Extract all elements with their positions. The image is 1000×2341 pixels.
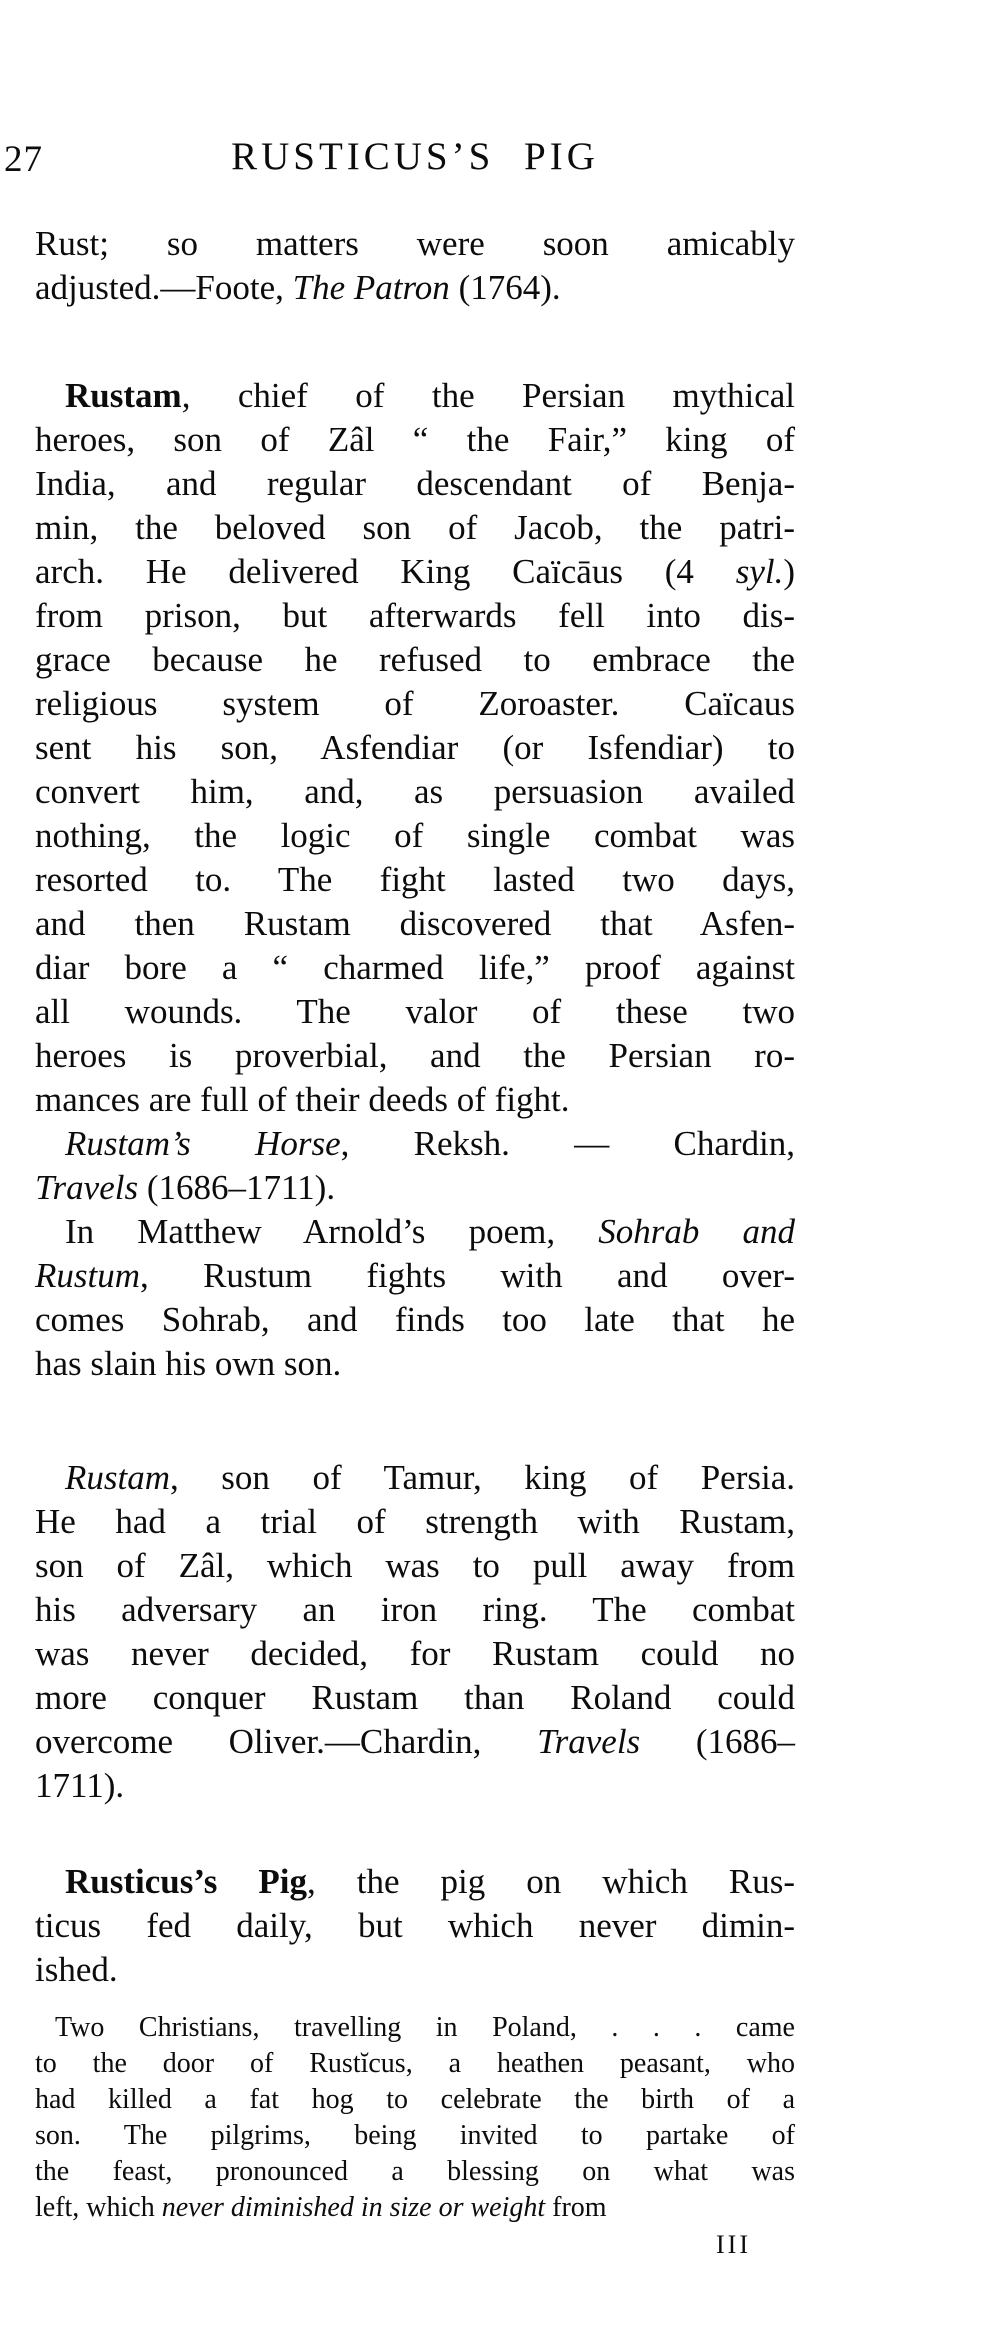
text-line [35, 814, 795, 858]
text-line [35, 1544, 795, 1588]
text-run: overcome Oliver.—Chardin, [35, 1722, 538, 1761]
text-run: (1686–1711). [138, 1168, 336, 1207]
text-line [35, 1342, 795, 1386]
text-run: heroes, son of Zâl “ the Fair,” king of [35, 420, 795, 459]
text-line [35, 1948, 795, 1992]
text-run: nothing, the logic of single combat was [35, 816, 795, 855]
text-run: the feast, pronounced a blessing on what was [35, 2156, 795, 2187]
text-run: comes Sohrab, and finds too late that he [35, 1300, 795, 1339]
text-run: mances are full of their deeds of fight. [35, 1080, 570, 1119]
page-number: 27 [4, 139, 43, 180]
text-line [35, 1632, 795, 1676]
text-line [35, 1166, 795, 1210]
text-run: He had a trial of strength with Rustam, [35, 1502, 795, 1541]
text-run: , son of Tamur, king of Persia. [170, 1458, 795, 1497]
text-run: Sohrab and [598, 1212, 795, 1251]
text-run: from prison, but afterwards fell into dis- [35, 596, 795, 635]
text-run: Rustum [35, 1256, 140, 1295]
text-line [35, 946, 795, 990]
text-line [35, 990, 795, 1034]
text-line [35, 1500, 795, 1544]
running-title: RUSTICUS’S PIG [231, 135, 599, 178]
text-line [35, 1720, 795, 1764]
text-line [35, 1588, 795, 1632]
text-line [35, 1122, 795, 1166]
text-run: his adversary an iron ring. The combat [35, 1590, 795, 1629]
text-run: diar bore a “ charmed life,” proof against [35, 948, 795, 987]
text-run: convert him, and, as persuasion availed [35, 772, 795, 811]
text-line [35, 1034, 795, 1078]
text-run: adjusted.—Foote, [35, 268, 293, 307]
text-run: had killed a fat hog to celebrate the birth of a [35, 2084, 795, 2115]
text-line [35, 2118, 795, 2154]
foote-continuation [35, 222, 795, 310]
text-run: Two Christians, travelling in Poland, . . . came [55, 2012, 795, 2043]
text-run: India, and regular descendant of Benja- [35, 464, 795, 503]
text-run: left, which [35, 2192, 162, 2223]
text-line [35, 726, 795, 770]
rustams-horse-citation [35, 1122, 795, 1210]
rustam-tamur-entry [35, 1456, 795, 1808]
pig-legend-note [35, 2010, 795, 2226]
text-line [35, 1298, 795, 1342]
text-line [35, 1456, 795, 1500]
text-run: Rustam [65, 1458, 170, 1497]
signature-mark: III [716, 2230, 751, 2259]
text-run: grace because he refused to embrace the [35, 640, 795, 679]
text-run: Rusticus’s Pig [65, 1862, 307, 1901]
text-run: resorted to. The fight lasted two days, [35, 860, 795, 899]
text-line [35, 462, 795, 506]
text-line [35, 594, 795, 638]
text-run: Rust; so matters were soon amicably [35, 224, 795, 263]
text-line [35, 1764, 795, 1808]
text-line [35, 1078, 795, 1122]
matthew-arnold-note [35, 1210, 795, 1386]
text-run: was never decided, for Rustam could no [35, 1634, 795, 1673]
text-line [35, 506, 795, 550]
text-run: has slain his own son. [35, 1344, 342, 1383]
text-run: to the door of Rustĭcus, a heathen peasant, who [35, 2048, 795, 2079]
text-line [35, 858, 795, 902]
text-run: 1711). [35, 1766, 125, 1805]
text-line [35, 266, 795, 310]
text-run: (1764). [449, 268, 561, 307]
text-column [35, 0, 795, 2226]
text-run: , Rustum fights with and over- [140, 1256, 795, 1295]
text-run: ished. [35, 1950, 118, 1989]
text-run: min, the beloved son of Jacob, the patri- [35, 508, 795, 547]
text-run: son. The pilgrims, being invited to partake of [35, 2120, 795, 2151]
text-run: Rustam’s Horse [65, 1124, 341, 1163]
text-run: (1686– [640, 1722, 796, 1761]
text-line [35, 1210, 795, 1254]
text-run: The Patron [292, 268, 450, 307]
text-run: ) [783, 552, 795, 591]
text-line [35, 770, 795, 814]
text-run: from [545, 2192, 607, 2223]
rusticuss-pig-entry [35, 1860, 795, 1992]
text-run: In Matthew Arnold’s poem, [65, 1212, 599, 1251]
text-run: and then Rustam discovered that Asfen- [35, 904, 795, 943]
text-line [35, 2082, 795, 2118]
text-line [35, 1904, 795, 1948]
text-run: syl. [735, 552, 784, 591]
text-run: religious system of Zoroaster. Caïcaus [35, 684, 795, 723]
text-run: , chief of the Persian mythical [181, 376, 795, 415]
text-line [35, 638, 795, 682]
text-run: , the pig on which Rus- [306, 1862, 795, 1901]
text-line [35, 2154, 795, 2190]
text-line [35, 418, 795, 462]
text-line [35, 2046, 795, 2082]
text-line [35, 2190, 795, 2226]
text-run: Travels [35, 1168, 139, 1207]
text-line [35, 550, 795, 594]
text-run: sent his son, Asfendiar (or Isfendiar) to [35, 728, 795, 767]
text-line [35, 2010, 795, 2046]
text-run: son of Zâl, which was to pull away from [35, 1546, 795, 1585]
text-line [35, 222, 795, 266]
text-run: Travels [537, 1722, 641, 1761]
text-run: never diminished in size or weight [161, 2192, 546, 2223]
text-run: more conquer Rustam than Roland could [35, 1678, 795, 1717]
text-line [35, 902, 795, 946]
text-run: ticus fed daily, but which never dimin- [35, 1906, 795, 1945]
text-run: heroes is proverbial, and the Persian ro- [35, 1036, 795, 1075]
rustam-entry [35, 374, 795, 1122]
text-run: all wounds. The valor of these two [35, 992, 795, 1031]
text-run: arch. He delivered King Caïcāus (4 [35, 552, 736, 591]
text-line [35, 1254, 795, 1298]
text-line [35, 682, 795, 726]
text-line [35, 1676, 795, 1720]
text-line [35, 1860, 795, 1904]
text-run: Rustam [65, 376, 182, 415]
text-run: , Reksh. — Chardin, [340, 1124, 795, 1163]
text-line [35, 374, 795, 418]
